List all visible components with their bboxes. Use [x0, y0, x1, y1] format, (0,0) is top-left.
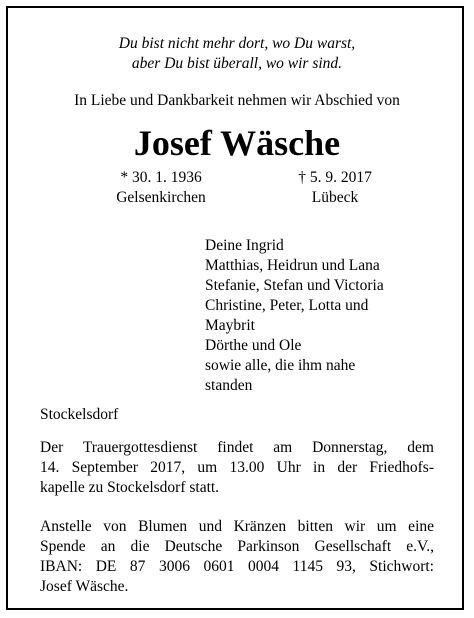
mourner-line: Matthias, Heidrun und Lana	[205, 257, 380, 274]
mourner-line: Stefanie, Stefan und Victoria	[205, 277, 384, 294]
mourners-list	[205, 236, 405, 396]
birth-info	[96, 168, 226, 208]
mourner-line: standen	[205, 377, 253, 394]
motto-line-2: aber Du bist überall, wo wir sind.	[131, 55, 343, 72]
death-info	[280, 168, 390, 208]
donation-line: IBAN: DE 87 3006 0601 0004 1145 93, Stichwort:	[40, 558, 434, 575]
mourner-line: sowie alle, die ihm nahe	[205, 357, 356, 374]
birth-place: Gelsenkirchen	[116, 189, 206, 206]
birth-date: * 30. 1. 1936	[120, 169, 202, 186]
service-line: 14. September 2017, um 13.00 Uhr in der Friedhofs-	[40, 459, 434, 476]
donation-paragraph	[40, 517, 434, 597]
service-line: kapelle zu Stockelsdorf statt.	[40, 479, 220, 496]
mourner-line: Maybrit	[205, 317, 255, 334]
mourner-line: Dörthe und Ole	[205, 337, 302, 354]
intro-text: In Liebe und Dankbarkeit nehmen wir Abschied von	[74, 92, 400, 109]
donation-line: Josef Wäsche.	[40, 578, 129, 595]
mourner-line: Christine, Peter, Lotta und	[205, 297, 369, 314]
place-name: Stockelsdorf	[40, 406, 119, 423]
donation-line: Spende an die Deutsche Parkinson Gesellschaft e.V.,	[40, 538, 434, 555]
donation-line: Anstelle von Blumen und Kränzen bitten wir um eine	[40, 518, 434, 535]
death-place: Lübeck	[311, 189, 359, 206]
deceased-name: Josef Wäsche	[133, 123, 341, 163]
service-line: Der Trauergottesdienst findet am Donnerstag, dem	[40, 439, 434, 456]
mourner-line: Deine Ingrid	[205, 237, 284, 254]
service-paragraph	[40, 438, 434, 498]
motto-line-1: Du bist nicht mehr dort, wo Du warst,	[118, 35, 356, 52]
death-date: † 5. 9. 2017	[298, 169, 372, 186]
